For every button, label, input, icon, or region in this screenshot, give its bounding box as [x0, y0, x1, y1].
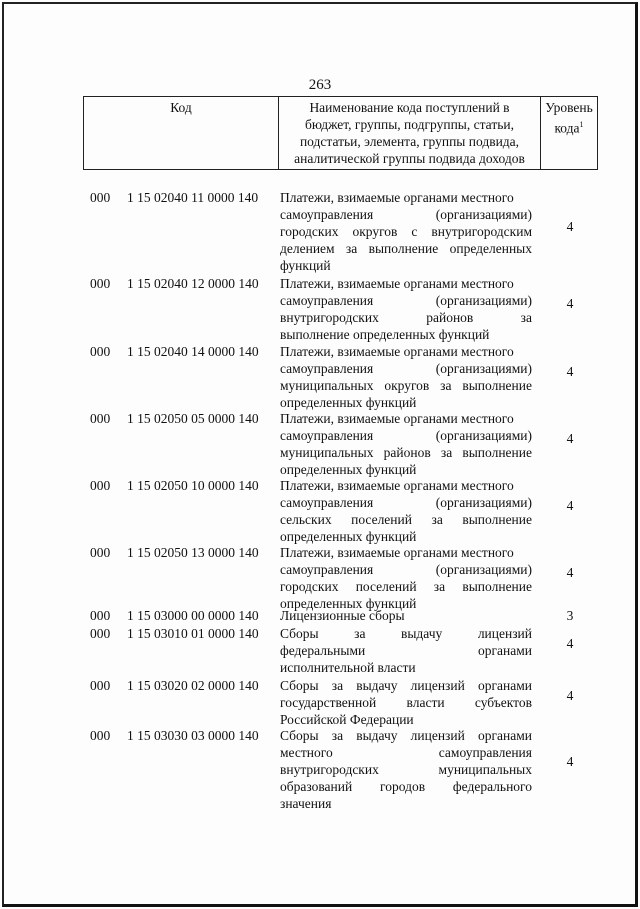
header-name-line: Наименование кода поступлений в — [309, 100, 510, 115]
row-name-line: Платежи, взимаемые органами местного — [280, 276, 514, 291]
row-level: 4 — [566, 364, 574, 379]
page-number: 263 — [308, 77, 332, 93]
row-name — [280, 189, 532, 274]
row-name-line: самоуправления (организациями) — [280, 293, 532, 308]
table-row — [0, 477, 640, 545]
table-row — [0, 677, 640, 728]
header-level-text: кода — [554, 120, 580, 136]
row-name-line: Сборы за выдачу лицензий — [280, 626, 532, 641]
row-name-line: внутригородских районов за — [280, 310, 532, 325]
row-name-line: Сборы за выдачу лицензий органами — [280, 678, 532, 693]
row-name — [280, 343, 532, 411]
header-name — [279, 97, 541, 170]
row-name-line: Платежи, взимаемые органами местного — [280, 344, 514, 359]
row-level: 4 — [566, 296, 574, 311]
header-level-line: Уровень — [545, 100, 593, 115]
row-level: 4 — [566, 219, 574, 234]
row-prefix: 000 — [90, 626, 111, 641]
row-name — [280, 544, 532, 612]
row-level: 3 — [566, 608, 574, 623]
row-level: 4 — [566, 636, 574, 651]
row-name-line: определенных функций — [280, 529, 417, 544]
row-prefix: 000 — [90, 344, 111, 359]
row-level: 4 — [566, 754, 574, 769]
table-row — [0, 544, 640, 612]
row-prefix: 000 — [90, 478, 111, 493]
row-code: 1 15 02050 13 0000 140 — [127, 545, 259, 560]
header-code: Код — [84, 97, 279, 170]
row-name-line: Платежи, взимаемые органами местного — [280, 411, 514, 426]
row-level: 4 — [566, 431, 574, 446]
row-name-line: муниципальных районов за выполнение — [280, 445, 532, 460]
row-name — [280, 275, 532, 343]
row-code: 1 15 02040 11 0000 140 — [127, 190, 259, 205]
row-name-line: функций — [280, 258, 331, 273]
row-name — [280, 410, 532, 478]
row-name-line: муниципальных округов за выполнение — [280, 378, 532, 393]
table-row — [0, 410, 640, 478]
row-name-line: делением за выполнение определенных — [280, 241, 532, 256]
row-code: 1 15 02050 10 0000 140 — [127, 478, 259, 493]
header-name-line: бюджет, группы, подгруппы, статьи, — [305, 117, 514, 132]
row-code: 1 15 02050 05 0000 140 — [127, 411, 259, 426]
row-name-line: сельских поселений за выполнение — [280, 512, 532, 527]
row-name-line: исполнительной власти — [280, 660, 416, 675]
table-row — [0, 275, 640, 343]
row-code: 1 15 02040 12 0000 140 — [127, 276, 259, 291]
row-name-line: выполнение определенных функций — [280, 327, 490, 342]
row-name — [280, 607, 532, 624]
row-name-line: городских округов с внутригородским — [280, 224, 532, 239]
row-prefix: 000 — [90, 728, 111, 743]
table-row — [0, 607, 640, 624]
row-prefix: 000 — [90, 276, 111, 291]
row-prefix: 000 — [90, 678, 111, 693]
row-prefix: 000 — [90, 190, 111, 205]
row-name-line: образований городов федерального — [280, 779, 532, 794]
header-name-line: подстатьи, элемента, группы подвида, — [299, 134, 520, 149]
row-name-line: определенных функций — [280, 462, 417, 477]
row-name-line: местного самоуправления — [280, 745, 532, 760]
table-row — [0, 343, 640, 411]
row-code: 1 15 02040 14 0000 140 — [127, 344, 259, 359]
row-name — [280, 727, 532, 812]
row-name-line: Лицензионные сборы — [280, 608, 405, 623]
row-code: 1 15 03020 02 0000 140 — [127, 678, 259, 693]
row-name-line: внутригородских муниципальных — [280, 762, 532, 777]
row-name-line: государственной власти субъектов — [280, 695, 532, 710]
header-level — [541, 97, 598, 170]
row-name-line: определенных функций — [280, 596, 417, 611]
row-name — [280, 625, 532, 676]
row-name-line: городских поселений за выполнение — [280, 579, 532, 594]
row-level: 4 — [566, 498, 574, 513]
row-name-line: федеральными органами — [280, 643, 532, 658]
row-code: 1 15 03010 01 0000 140 — [127, 626, 259, 641]
row-name-line: Платежи, взимаемые органами местного — [280, 478, 514, 493]
table-row — [0, 625, 640, 676]
row-name-line: Российской Федерации — [280, 712, 414, 727]
row-prefix: 000 — [90, 608, 111, 623]
row-name-line: определенных функций — [280, 395, 417, 410]
row-name-line: самоуправления (организациями) — [280, 361, 532, 376]
row-name-line: Платежи, взимаемые органами местного — [280, 545, 514, 560]
row-name-line: значения — [280, 796, 332, 811]
table-header — [83, 96, 598, 170]
row-level: 4 — [566, 565, 574, 580]
row-prefix: 000 — [90, 545, 111, 560]
header-name-line: аналитической группы подвида доходов — [294, 151, 525, 166]
row-name-line: Сборы за выдачу лицензий органами — [280, 728, 532, 743]
row-code: 1 15 03000 00 0000 140 — [127, 608, 259, 623]
row-name-line: самоуправления (организациями) — [280, 428, 532, 443]
row-name — [280, 677, 532, 728]
row-code: 1 15 03030 03 0000 140 — [127, 728, 259, 743]
table-row — [0, 727, 640, 812]
row-level: 4 — [566, 688, 574, 703]
header-level-line — [545, 116, 593, 137]
row-prefix: 000 — [90, 411, 111, 426]
footnote-marker: 1 — [579, 120, 584, 129]
row-name — [280, 477, 532, 545]
row-name-line: Платежи, взимаемые органами местного — [280, 190, 514, 205]
row-name-line: самоуправления (организациями) — [280, 562, 532, 577]
table-row — [0, 189, 640, 274]
row-name-line: самоуправления (организациями) — [280, 207, 532, 222]
row-name-line: самоуправления (организациями) — [280, 495, 532, 510]
